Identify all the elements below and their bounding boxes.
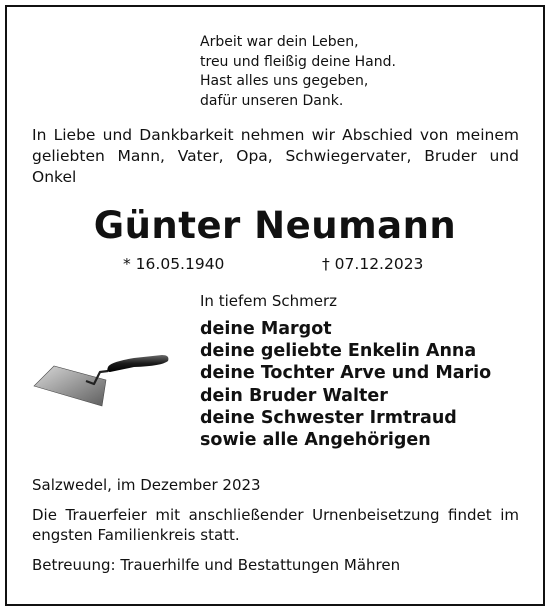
mourner-item: deine geliebte Enkelin Anna (200, 341, 477, 362)
poem-line: dafür unseren Dank. (200, 92, 344, 109)
ceremony-text: Die Trauerfeier mit anschließender Urnenbeisetzung findet im engsten Familienkreis statt. (32, 506, 519, 544)
deceased-name: Günter Neumann (93, 204, 457, 247)
mourner-item: deine Margot (200, 319, 332, 339)
poem-line: Hast alles uns gegeben, (200, 73, 369, 89)
mourner-item: deine Tochter Arve und Mario (200, 363, 492, 384)
funeral-care-text: Betreuung: Trauerhilfe und Bestattungen Mähren (32, 556, 401, 574)
birth-date: * 16.05.1940 (123, 255, 225, 273)
trowel-icon (30, 350, 170, 410)
death-date: † 07.12.2023 (322, 255, 424, 273)
poem (200, 33, 396, 111)
mourner-list (200, 318, 491, 451)
poem-line: Arbeit war dein Leben, (200, 34, 359, 50)
mourning-heading: In tiefem Schmerz (200, 292, 338, 310)
mourner-item: dein Bruder Walter (200, 385, 388, 406)
place-date: Salzwedel, im Dezember 2023 (32, 476, 261, 494)
mourner-item: deine Schwester Irmtraud (200, 407, 457, 428)
mourner-item: sowie alle Angehörigen (200, 430, 431, 451)
intro-text: In Liebe und Dankbarkeit nehmen wir Abschied von meinem geliebten Mann, Vater, Opa, Schwiegervater, Bruder und Onkel (32, 126, 519, 186)
poem-line: treu und fleißig deine Hand. (200, 53, 396, 70)
